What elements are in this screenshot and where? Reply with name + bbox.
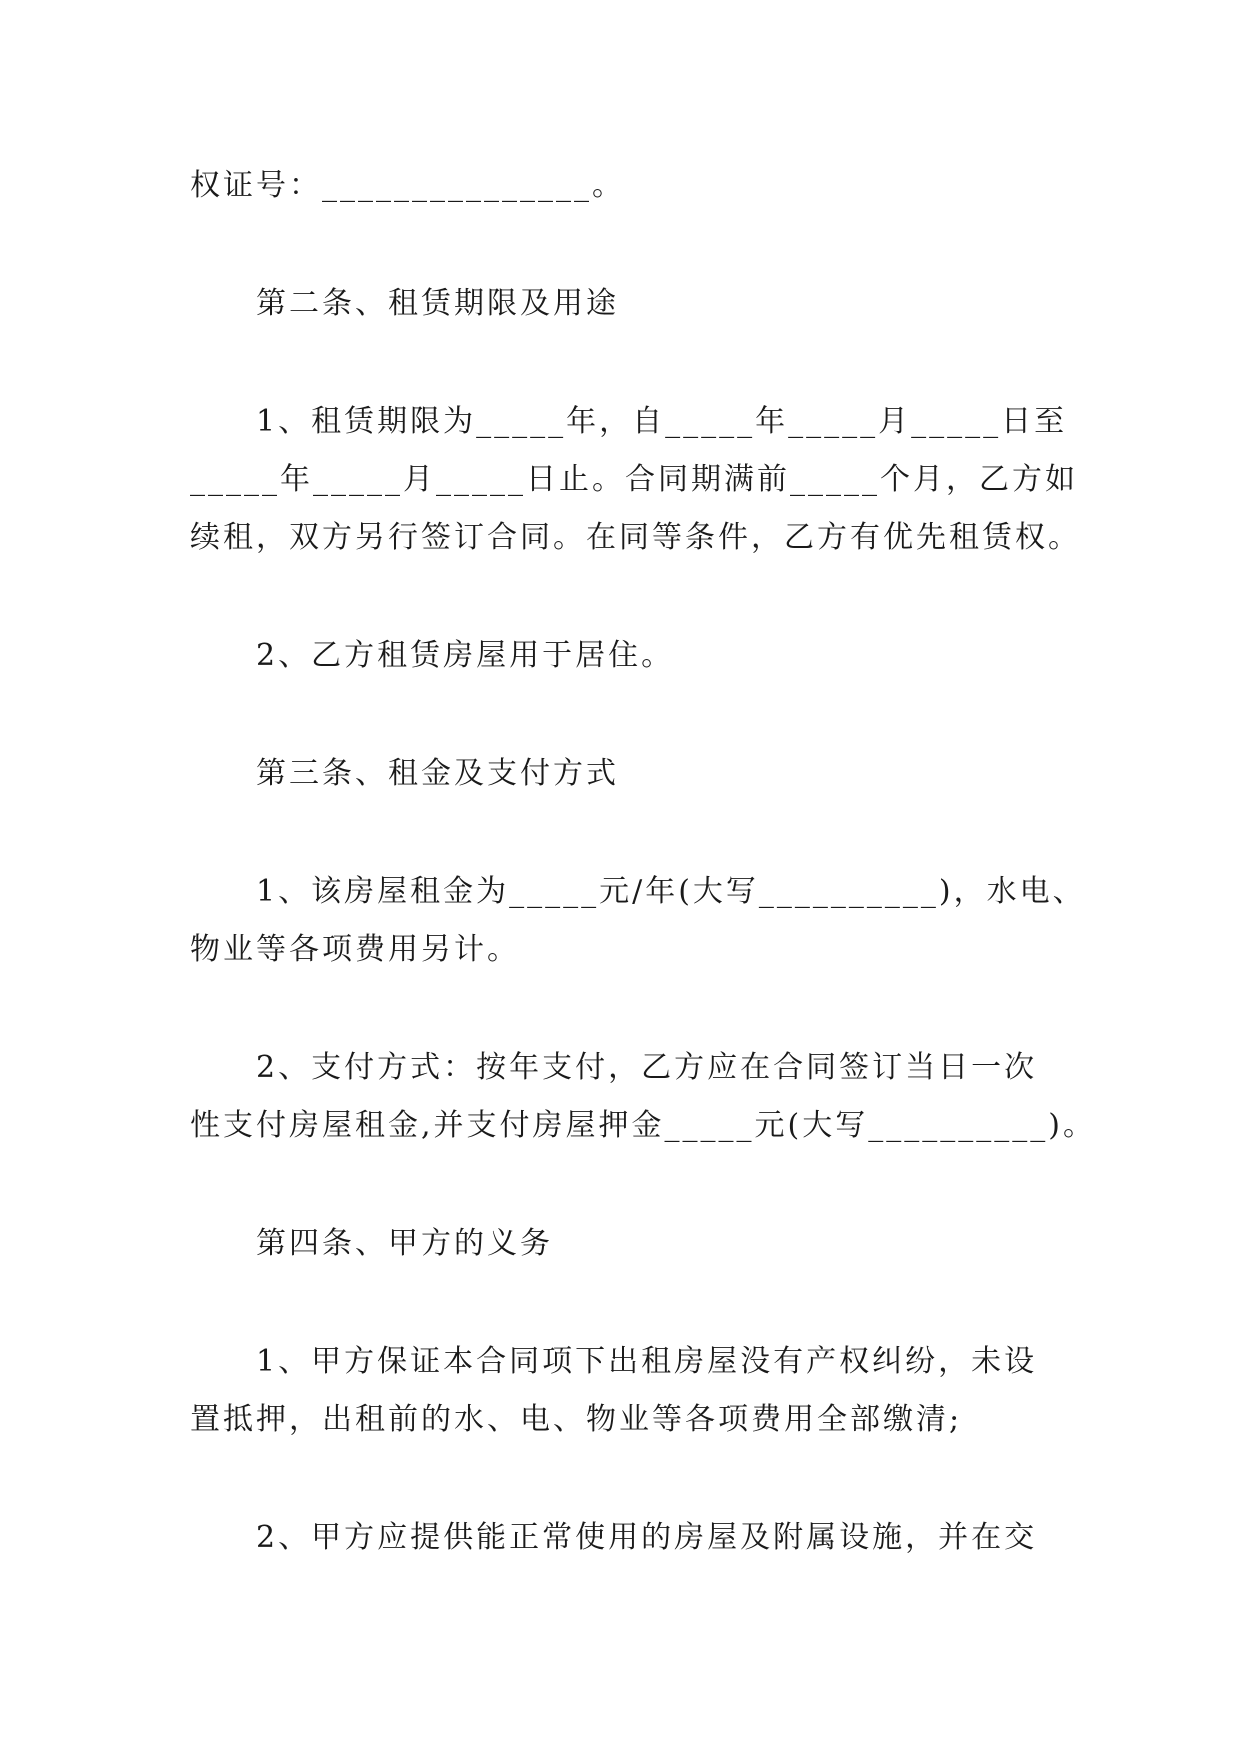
article-3-heading: 第三条、租金及支付方式 bbox=[256, 756, 619, 791]
text-line-lease-term-1: 1、租赁期限为_____年，自_____年_____月_____日至 bbox=[256, 404, 1068, 439]
text-line-obligation-1a: 1、甲方保证本合同项下出租房屋没有产权纠纷，未设 bbox=[256, 1344, 1038, 1379]
text-line-obligation-1b: 置抵押，出租前的水、电、物业等各项费用全部缴清; bbox=[190, 1402, 963, 1437]
article-4-heading: 第四条、甲方的义务 bbox=[256, 1226, 553, 1261]
text-line-payment-2: 性支付房屋租金,并支付房屋押金_____元(大写__________)。 bbox=[190, 1108, 1096, 1143]
text-line-usage: 2、乙方租赁房屋用于居住。 bbox=[256, 638, 675, 673]
text-line-payment-1: 2、支付方式：按年支付，乙方应在合同签订当日一次 bbox=[256, 1050, 1038, 1085]
text-line-lease-term-3: 续租，双方另行签订合同。在同等条件，乙方有优先租赁权。 bbox=[190, 520, 1081, 555]
article-2-heading: 第二条、租赁期限及用途 bbox=[256, 286, 619, 321]
text-line-rent-1: 1、该房屋租金为_____元/年(大写__________)，水电、 bbox=[256, 874, 1086, 909]
text-line-ownership-cert: 权证号：_______________。 bbox=[190, 168, 625, 203]
text-line-rent-2: 物业等各项费用另计。 bbox=[190, 932, 520, 967]
text-line-obligation-2: 2、甲方应提供能正常使用的房屋及附属设施，并在交 bbox=[256, 1520, 1038, 1555]
text-line-lease-term-2: _____年_____月_____日止。合同期满前_____个月，乙方如 bbox=[190, 462, 1078, 497]
